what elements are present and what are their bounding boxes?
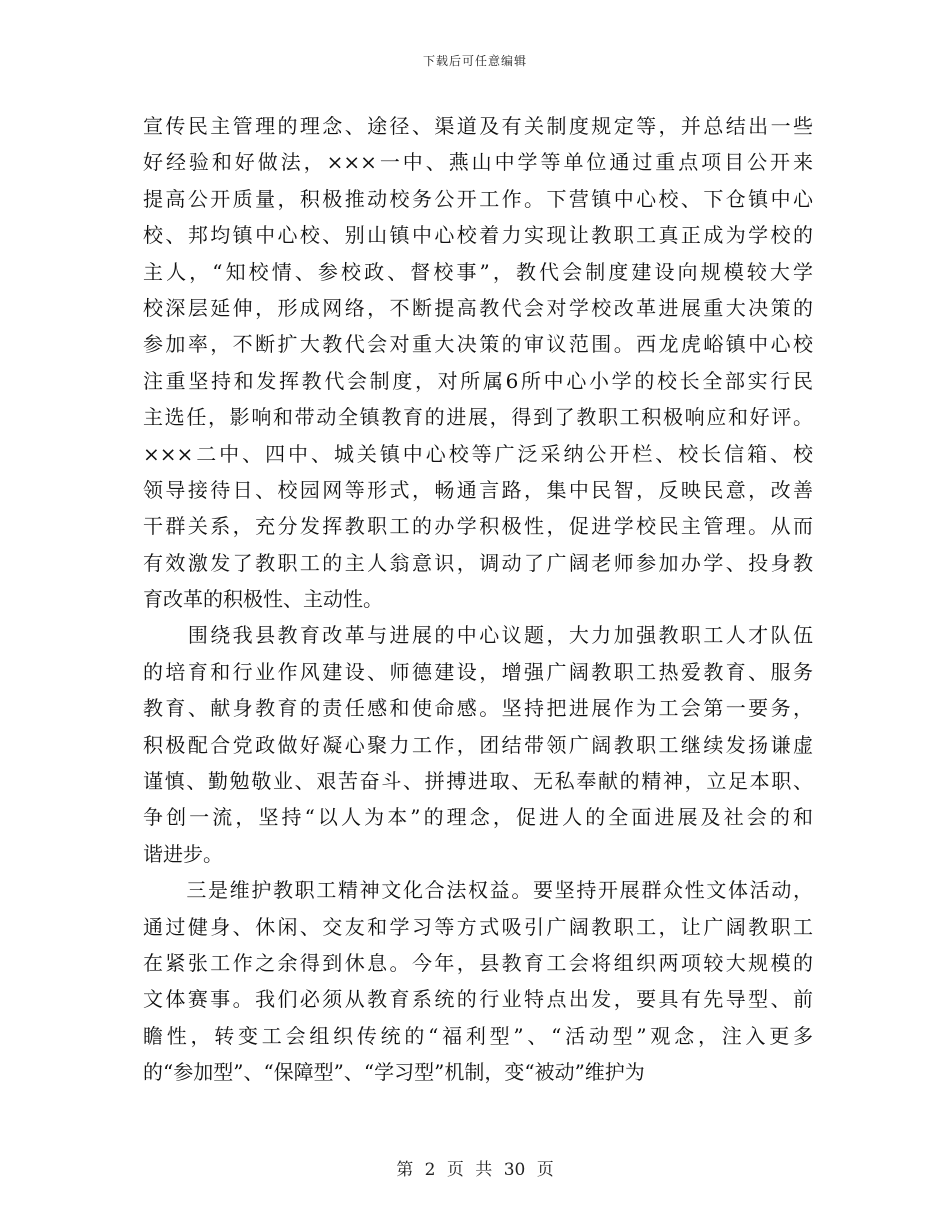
text-line: 的“参加型”、“保障型”、“学习型”机制，变“被动”维护为 [143, 1060, 645, 1085]
text-line: 有效激发了教职工的主人翁意识，调动了广阔老师参加办学、投身教 [143, 550, 813, 575]
text-line: 校、邦均镇中心校、别山镇中心校着力实现让教职工真正成为学校的 [143, 223, 813, 248]
text-line: 主选任，影响和带动全镇教育的进展，得到了教职工积极响应和好评。 [143, 405, 813, 430]
text-line: 三是维护教职工精神文化合法权益。要坚持开展群众性文体活动， [143, 878, 813, 903]
text-line: ×××二中、四中、城关镇中心校等广泛采纳公开栏、校长信箱、校 [143, 441, 813, 466]
text-line: 参加率，不断扩大教代会对重大决策的审议范围。西龙虎峪镇中心校 [143, 332, 813, 357]
text-line: 围绕我县教育改革与进展的中心议题，大力加强教职工人才队伍 [143, 623, 813, 648]
text-line: 领导接待日、校园网等形式，畅通言路，集中民智，反映民意，改善 [143, 477, 813, 502]
paragraph [143, 872, 813, 1090]
text-line: 好经验和好做法，×××一中、燕山中学等单位通过重点项目公开来 [143, 150, 813, 175]
text-line: 在紧张工作之余得到休息。今年，县教育工会将组织两项较大规模的 [143, 950, 813, 975]
text-line: 校深层延伸，形成网络，不断提高教代会对学校改革进展重大决策的 [143, 295, 813, 320]
text-line: 教育、献身教育的责任感和使命感。坚持把进展作为工会第一要务， [143, 696, 813, 721]
text-line: 宣传民主管理的理念、途径、渠道及有关制度规定等，并总结出一些 [143, 114, 813, 138]
text-line: 文体赛事。我们必须从教育系统的行业特点出发，要具有先导型、前 [143, 987, 813, 1012]
paragraph [143, 108, 813, 617]
text-line: 提高公开质量，积极推动校务公开工作。下营镇中心校、下仓镇中心 [143, 186, 813, 211]
text-line: 谨慎、勤勉敬业、艰苦奋斗、拼搏进取、无私奉献的精神，立足本职、 [143, 769, 813, 794]
text-line: 的培育和行业作风建设、师德建设，增强广阔教职工热爱教育、服务 [143, 659, 813, 684]
text-line: 谐进步。 [143, 841, 223, 866]
page-footer: 第 2 页 共 30 页 [396, 1160, 554, 1180]
text-line: 育改革的积极性、主动性。 [143, 587, 383, 612]
text-line: 争创一流，坚持“以人为本”的理念，促进人的全面进展及社会的和 [143, 805, 813, 830]
text-line: 积极配合党政做好凝心聚力工作，团结带领广阔教职工继续发扬谦虚 [143, 732, 813, 757]
text-line: 主人，“知校情、参校政、督校事”，教代会制度建设向规模较大学 [143, 259, 813, 284]
body-text [143, 108, 813, 1091]
text-line: 注重坚持和发挥教代会制度，对所属6所中心小学的校长全部实行民 [143, 368, 813, 393]
text-line: 瞻性，转变工会组织传统的“福利型”、“活动型”观念，注入更多 [143, 1023, 813, 1048]
paragraph [143, 617, 813, 872]
page-header: 下载后可任意编辑 [422, 54, 527, 68]
text-line: 干群关系，充分发挥教职工的办学积极性，促进学校民主管理。从而 [143, 514, 813, 539]
text-line: 通过健身、休闲、交友和学习等方式吸引广阔教职工，让广阔教职工 [143, 914, 813, 939]
